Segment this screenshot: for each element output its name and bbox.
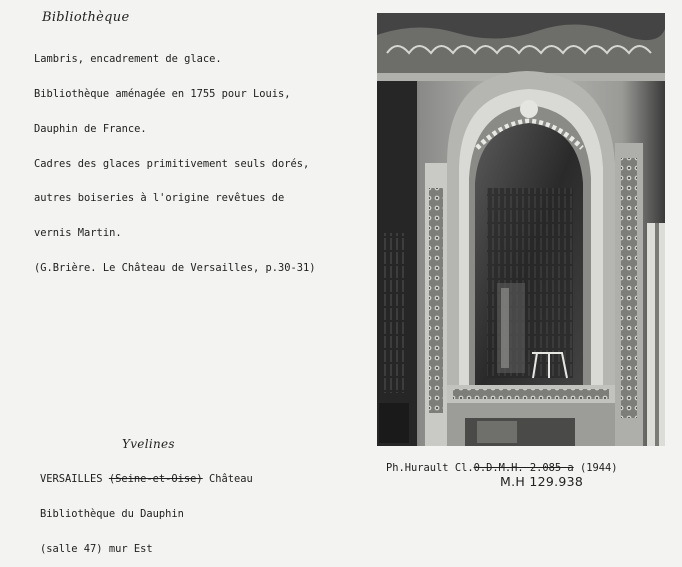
description-line: Dauphin de France. <box>34 122 147 135</box>
credit-struck: 0.D.M.H. 2.085 a <box>473 462 574 474</box>
boiserie-photograph <box>377 13 665 446</box>
location-block <box>40 451 253 567</box>
credit-year: (1944) <box>579 462 618 474</box>
photo-credit <box>386 463 618 475</box>
location-line <box>40 474 253 486</box>
description-line: Lambris, encadrement de glace. <box>34 53 222 66</box>
description-line: vernis Martin. <box>34 227 122 240</box>
handwritten-department: Yvelines <box>122 437 175 451</box>
description-block <box>34 31 316 286</box>
description-line: Cadres des glaces primitivement seuls dorés, <box>34 157 310 170</box>
location-line: (salle 47) mur Est <box>40 542 153 555</box>
credit-prefix: Ph.Hurault Cl. <box>386 462 474 474</box>
building: Château <box>208 473 253 486</box>
description-line: (G.Brière. Le Château de Versailles, p.30-31) <box>34 261 316 274</box>
town: VERSAILLES <box>40 473 103 486</box>
handwritten-heading: Bibliothèque <box>42 10 130 25</box>
description-line: Bibliothèque aménagée en 1755 pour Louis, <box>34 87 291 100</box>
handwritten-inventory-number: M.H 129.938 <box>500 474 584 489</box>
description-line: autres boiseries à l'origine revêtues de <box>34 192 285 205</box>
struck-department: (Seine-et-Oise) <box>108 473 203 486</box>
location-line: Bibliothèque du Dauphin <box>40 507 184 520</box>
